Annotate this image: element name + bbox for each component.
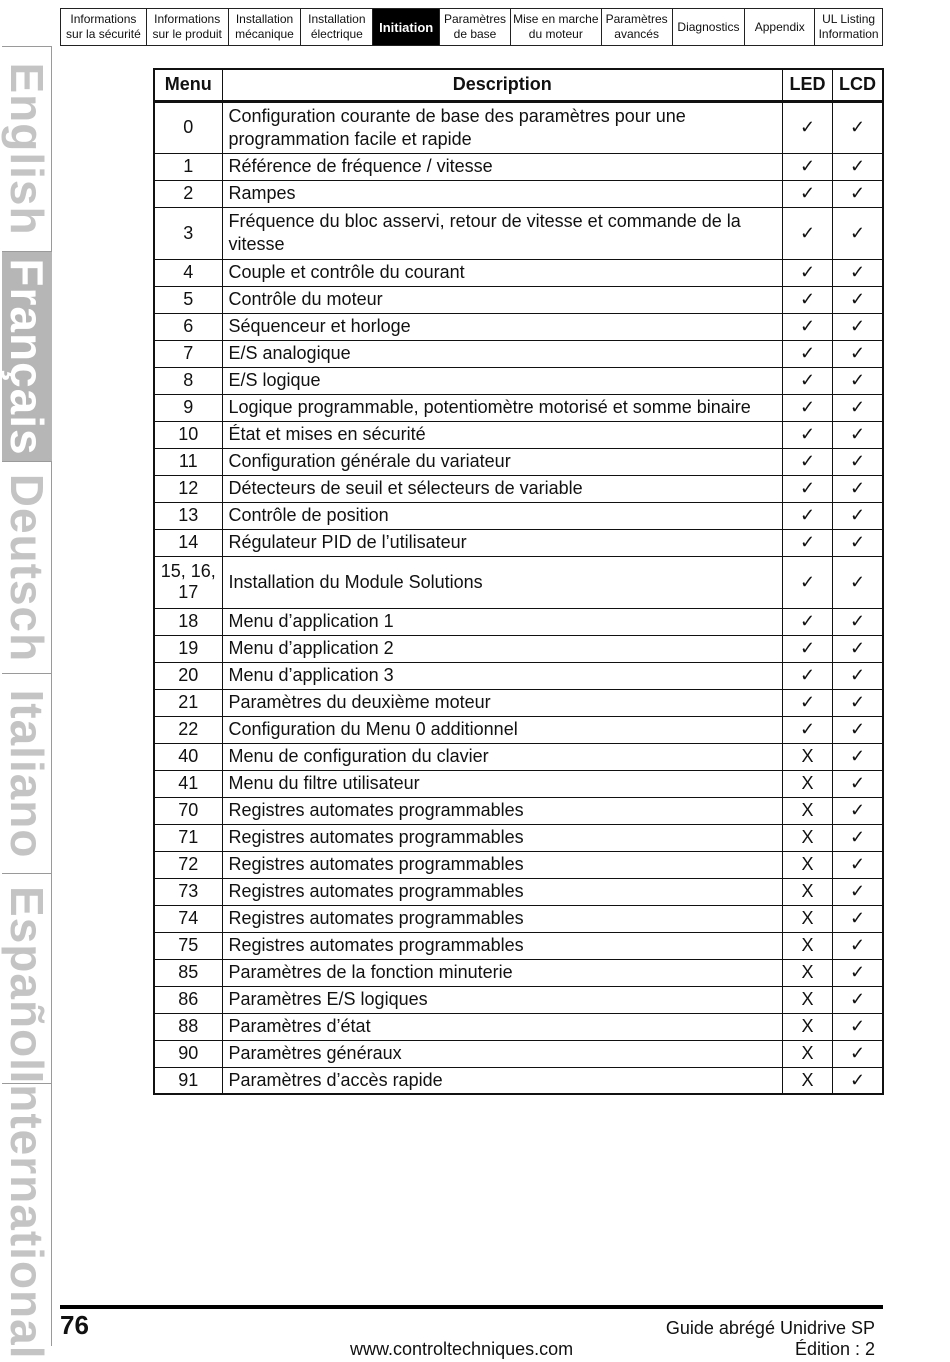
- menu-description: Référence de fréquence / vitesse: [222, 153, 783, 180]
- menu-number: 72: [154, 851, 222, 878]
- menu-description: Rampes: [222, 180, 783, 207]
- menu-description: Menu d’application 2: [222, 635, 783, 662]
- lcd-support: ✓: [833, 743, 884, 770]
- menu-table: [153, 68, 884, 1095]
- led-support: X: [783, 959, 833, 986]
- language-tab-1[interactable]: [2, 251, 52, 461]
- header-menu: Menu: [154, 69, 222, 101]
- lcd-support: ✓: [833, 101, 884, 153]
- menu-number: 3: [154, 207, 222, 259]
- menu-number: 2: [154, 180, 222, 207]
- language-tab-0[interactable]: [2, 46, 52, 251]
- menu-number: 1: [154, 153, 222, 180]
- menu-number: 11: [154, 448, 222, 475]
- lcd-support: ✓: [833, 716, 884, 743]
- table-row: [154, 1013, 883, 1040]
- led-support: ✓: [783, 608, 833, 635]
- lcd-support: ✓: [833, 932, 884, 959]
- menu-description: Paramètres d’état: [222, 1013, 783, 1040]
- nav-tab-7[interactable]: [602, 9, 673, 45]
- lcd-support: ✓: [833, 1040, 884, 1067]
- lcd-support: ✓: [833, 448, 884, 475]
- lcd-support: ✓: [833, 662, 884, 689]
- led-support: X: [783, 878, 833, 905]
- edition-label: Édition : 2: [794, 1339, 875, 1359]
- menu-description: Contrôle de position: [222, 502, 783, 529]
- nav-tab-line2: Information: [818, 27, 879, 41]
- nav-tab-line2: sur le produit: [152, 27, 222, 41]
- menu-description: Menu d’application 3: [222, 662, 783, 689]
- menu-description: Registres automates programmables: [222, 797, 783, 824]
- lcd-support: ✓: [833, 394, 884, 421]
- menu-description: Paramètres généraux: [222, 1040, 783, 1067]
- table-row: [154, 932, 883, 959]
- menu-number: 91: [154, 1067, 222, 1094]
- language-tab-2[interactable]: [2, 461, 52, 673]
- website-link[interactable]: www.controltechniques.com: [350, 1339, 574, 1359]
- nav-tab-line1: Initiation: [379, 19, 434, 35]
- led-support: X: [783, 986, 833, 1013]
- led-support: ✓: [783, 689, 833, 716]
- table-row: [154, 635, 883, 662]
- language-label: Français: [1, 257, 53, 456]
- led-support: X: [783, 770, 833, 797]
- nav-tab-line1: Mise en marche: [513, 12, 599, 26]
- menu-description: Registres automates programmables: [222, 878, 783, 905]
- led-support: X: [783, 1013, 833, 1040]
- menu-description: Menu d’application 1: [222, 608, 783, 635]
- nav-tab-line1: Informations: [70, 12, 137, 26]
- menu-number: 88: [154, 1013, 222, 1040]
- nav-tab-3[interactable]: [301, 9, 373, 45]
- menu-description: Registres automates programmables: [222, 932, 783, 959]
- led-support: X: [783, 743, 833, 770]
- menu-number: 70: [154, 797, 222, 824]
- led-support: X: [783, 851, 833, 878]
- language-tab-3[interactable]: [2, 673, 52, 873]
- menu-number: 12: [154, 475, 222, 502]
- table-row: [154, 1067, 883, 1094]
- lcd-support: ✓: [833, 689, 884, 716]
- lcd-support: ✓: [833, 851, 884, 878]
- menu-number: 10: [154, 421, 222, 448]
- lcd-support: ✓: [833, 608, 884, 635]
- menu-number: 19: [154, 635, 222, 662]
- menu-description: Paramètres E/S logiques: [222, 986, 783, 1013]
- table-row: [154, 716, 883, 743]
- language-label: Español: [1, 885, 53, 1072]
- menu-description: Couple et contrôle du courant: [222, 259, 783, 286]
- table-row: [154, 1040, 883, 1067]
- lcd-support: ✓: [833, 286, 884, 313]
- menu-number: 5: [154, 286, 222, 313]
- menu-description: Contrôle du moteur: [222, 286, 783, 313]
- table-row: [154, 689, 883, 716]
- lcd-support: ✓: [833, 340, 884, 367]
- table-row: [154, 394, 883, 421]
- menu-description: Menu de configuration du clavier: [222, 743, 783, 770]
- lcd-support: ✓: [833, 959, 884, 986]
- led-support: ✓: [783, 153, 833, 180]
- language-tab-5[interactable]: [1, 1070, 53, 1360]
- menu-number: 20: [154, 662, 222, 689]
- table-row: [154, 502, 883, 529]
- nav-tab-line1: Appendix: [754, 19, 805, 34]
- nav-tab-line1: Informations: [154, 12, 221, 26]
- menu-description: État et mises en sécurité: [222, 421, 783, 448]
- menu-number: 13: [154, 502, 222, 529]
- menu-number: 86: [154, 986, 222, 1013]
- language-sidebar: [1, 46, 53, 1360]
- table-row: [154, 556, 883, 608]
- led-support: ✓: [783, 313, 833, 340]
- table-row: [154, 475, 883, 502]
- menu-description: E/S logique: [222, 367, 783, 394]
- header-lcd: LCD: [833, 69, 884, 101]
- page-number: 76: [60, 1310, 89, 1340]
- lcd-support: ✓: [833, 421, 884, 448]
- nav-tab-line2: sur la sécurité: [66, 27, 141, 41]
- menu-number: 22: [154, 716, 222, 743]
- menu-number: 14: [154, 529, 222, 556]
- led-support: ✓: [783, 502, 833, 529]
- lcd-support: ✓: [833, 529, 884, 556]
- led-support: ✓: [783, 716, 833, 743]
- nav-tab-line2: mécanique: [235, 27, 294, 41]
- table-row: [154, 259, 883, 286]
- menu-number: 75: [154, 932, 222, 959]
- menu-number: 0: [154, 101, 222, 153]
- led-support: ✓: [783, 475, 833, 502]
- table-row: [154, 367, 883, 394]
- led-support: ✓: [783, 340, 833, 367]
- lcd-support: ✓: [833, 635, 884, 662]
- menu-description: Logique programmable, potentiomètre motorisé et somme binaire: [222, 394, 783, 421]
- nav-tab-line2: du moteur: [528, 27, 583, 41]
- led-support: X: [783, 797, 833, 824]
- nav-tab-line1: Paramètres: [443, 12, 507, 26]
- menu-number: 73: [154, 878, 222, 905]
- lcd-support: ✓: [833, 878, 884, 905]
- led-support: ✓: [783, 259, 833, 286]
- language-tab-4[interactable]: [2, 873, 52, 1083]
- nav-tab-10[interactable]: [815, 9, 882, 45]
- menu-number: 21: [154, 689, 222, 716]
- table-row: [154, 986, 883, 1013]
- nav-tab-6[interactable]: [511, 9, 602, 45]
- menu-number: 71: [154, 824, 222, 851]
- table-row: [154, 797, 883, 824]
- menu-description: Paramètres du deuxième moteur: [222, 689, 783, 716]
- nav-tab-line2: électrique: [310, 27, 363, 41]
- table-row: [154, 743, 883, 770]
- language-label: International: [1, 1070, 53, 1360]
- table-row: [154, 529, 883, 556]
- table-row: [154, 878, 883, 905]
- nav-tab-9[interactable]: [745, 9, 815, 45]
- led-support: ✓: [783, 101, 833, 153]
- language-label: Deutsch: [1, 473, 53, 662]
- lcd-support: ✓: [833, 1067, 884, 1094]
- menu-description: Registres automates programmables: [222, 824, 783, 851]
- menu-number: 74: [154, 905, 222, 932]
- lcd-support: ✓: [833, 367, 884, 394]
- menu-number: 8: [154, 367, 222, 394]
- led-support: ✓: [783, 367, 833, 394]
- lcd-support: ✓: [833, 1013, 884, 1040]
- header-description: Description: [222, 69, 783, 101]
- nav-tab-line1: Installation: [235, 12, 294, 26]
- nav-tab-line1: Paramètres: [605, 12, 668, 26]
- nav-tab-8[interactable]: [673, 9, 746, 45]
- menu-number: 90: [154, 1040, 222, 1067]
- table-row: [154, 770, 883, 797]
- led-support: ✓: [783, 529, 833, 556]
- led-support: ✓: [783, 207, 833, 259]
- menu-number: 15, 16, 17: [154, 556, 222, 608]
- led-support: X: [783, 932, 833, 959]
- menu-description: Configuration courante de base des paramètres pour une programmation facile et rapide: [222, 101, 783, 153]
- led-support: ✓: [783, 662, 833, 689]
- table-row: [154, 153, 883, 180]
- section-nav: [60, 8, 883, 46]
- lcd-support: ✓: [833, 797, 884, 824]
- menu-number: 41: [154, 770, 222, 797]
- led-support: ✓: [783, 180, 833, 207]
- menu-description: Fréquence du bloc asservi, retour de vitesse et commande de la vitesse: [222, 207, 783, 259]
- led-support: ✓: [783, 394, 833, 421]
- language-label: Italiano: [1, 688, 53, 859]
- lcd-support: ✓: [833, 259, 884, 286]
- led-support: X: [783, 1040, 833, 1067]
- nav-tab-5[interactable]: [440, 9, 511, 45]
- table-row: [154, 851, 883, 878]
- menu-number: 4: [154, 259, 222, 286]
- led-support: ✓: [783, 556, 833, 608]
- table-header-row: [154, 69, 883, 101]
- menu-description: Registres automates programmables: [222, 851, 783, 878]
- lcd-support: ✓: [833, 556, 884, 608]
- lcd-support: ✓: [833, 502, 884, 529]
- table-row: [154, 286, 883, 313]
- led-support: X: [783, 1067, 833, 1094]
- led-support: ✓: [783, 635, 833, 662]
- table-row: [154, 313, 883, 340]
- table-row: [154, 207, 883, 259]
- menu-description: Paramètres de la fonction minuterie: [222, 959, 783, 986]
- language-label: English: [1, 62, 53, 236]
- menu-description: Installation du Module Solutions: [222, 556, 783, 608]
- lcd-support: ✓: [833, 824, 884, 851]
- menu-number: 40: [154, 743, 222, 770]
- table-row: [154, 421, 883, 448]
- header-led: LED: [783, 69, 833, 101]
- table-row: [154, 608, 883, 635]
- menu-description: Régulateur PID de l’utilisateur: [222, 529, 783, 556]
- menu-description: Détecteurs de seuil et sélecteurs de variable: [222, 475, 783, 502]
- menu-number: 6: [154, 313, 222, 340]
- led-support: X: [783, 905, 833, 932]
- menu-description: E/S analogique: [222, 340, 783, 367]
- menu-number: 9: [154, 394, 222, 421]
- table-row: [154, 824, 883, 851]
- nav-tab-line1: Installation: [308, 12, 366, 26]
- menu-description: Séquenceur et horloge: [222, 313, 783, 340]
- nav-tab-2[interactable]: [229, 9, 302, 45]
- lcd-support: ✓: [833, 905, 884, 932]
- lcd-support: ✓: [833, 313, 884, 340]
- table-row: [154, 448, 883, 475]
- menu-description: Paramètres d’accès rapide: [222, 1067, 783, 1094]
- nav-tab-line2: de base: [453, 27, 497, 41]
- lcd-support: ✓: [833, 180, 884, 207]
- menu-description: Registres automates programmables: [222, 905, 783, 932]
- guide-title: Guide abrégé Unidrive SP: [665, 1318, 875, 1338]
- table-row: [154, 662, 883, 689]
- led-support: ✓: [783, 421, 833, 448]
- nav-tab-1[interactable]: [147, 9, 229, 45]
- table-row: [154, 101, 883, 153]
- menu-number: 85: [154, 959, 222, 986]
- nav-tab-4[interactable]: [373, 9, 440, 45]
- menu-description: Configuration générale du variateur: [222, 448, 783, 475]
- lcd-support: ✓: [833, 207, 884, 259]
- menu-description: Menu du filtre utilisateur: [222, 770, 783, 797]
- table-row: [154, 180, 883, 207]
- led-support: ✓: [783, 448, 833, 475]
- table-body: [154, 101, 883, 1094]
- menu-number: 18: [154, 608, 222, 635]
- table-row: [154, 905, 883, 932]
- nav-tab-0[interactable]: [61, 9, 147, 45]
- menu-number: 7: [154, 340, 222, 367]
- nav-tab-line2: avancés: [614, 27, 659, 41]
- lcd-support: ✓: [833, 475, 884, 502]
- lcd-support: ✓: [833, 153, 884, 180]
- nav-tab-line1: Diagnostics: [677, 19, 740, 34]
- table-row: [154, 959, 883, 986]
- footer-rule: [60, 1305, 883, 1309]
- menu-description: Configuration du Menu 0 additionnel: [222, 716, 783, 743]
- lcd-support: ✓: [833, 986, 884, 1013]
- table-row: [154, 340, 883, 367]
- led-support: X: [783, 824, 833, 851]
- nav-tab-line1: UL Listing: [822, 12, 876, 26]
- lcd-support: ✓: [833, 770, 884, 797]
- led-support: ✓: [783, 286, 833, 313]
